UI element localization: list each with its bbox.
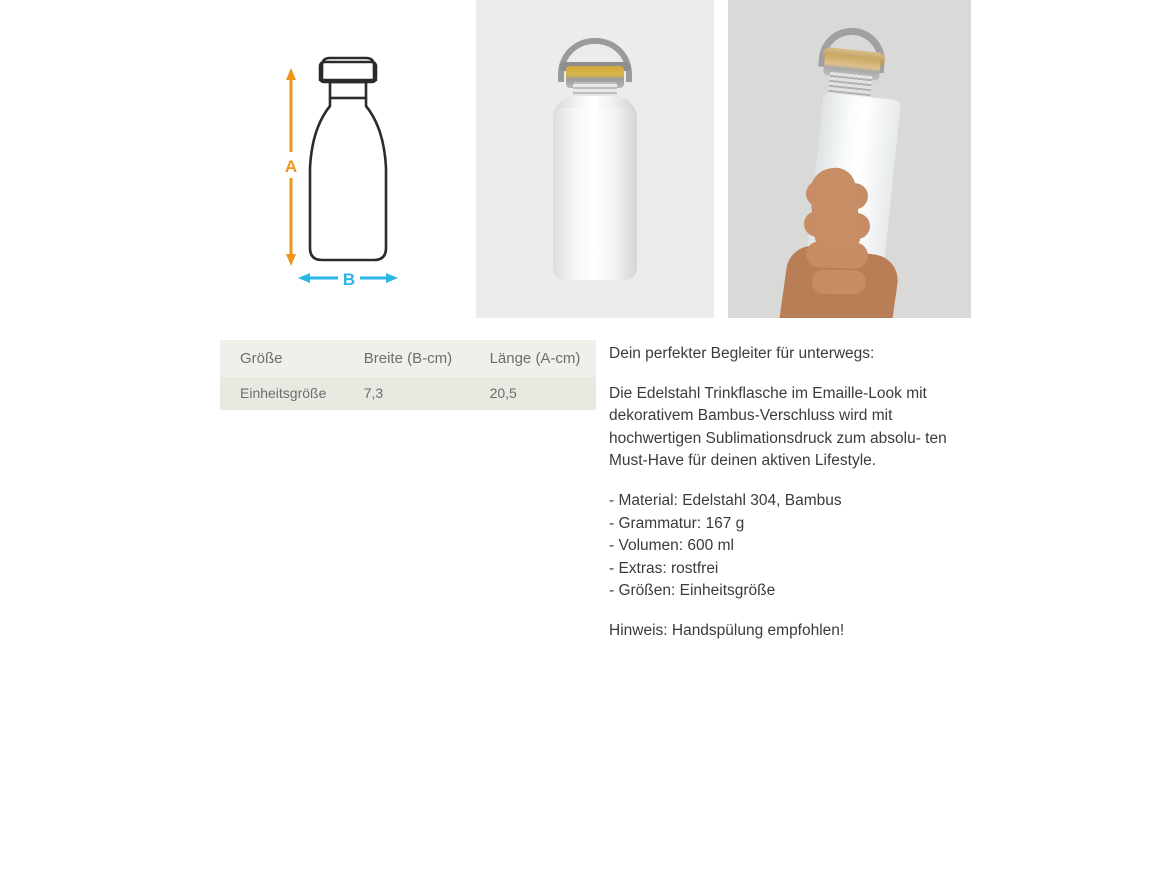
product-description [609, 343, 969, 643]
table-row [220, 377, 596, 410]
description-body: Die Edelstahl Trinkflasche im Emaille-Look mit dekorativem Bambus-Verschluss wird mit hochwertigen Sublimationsdruck zum absolu- ten Must-Have für deinen aktiven Lifestyle. [609, 384, 947, 470]
spec-item-material: - Material: Edelstahl 304, Bambus [609, 491, 842, 509]
spec-list [609, 490, 969, 603]
diagram-label-a: A [284, 157, 298, 176]
spec-item-weight: - Grammatur: 167 g [609, 514, 745, 532]
table-header-width: Breite (B-cm) [342, 340, 468, 377]
description-note: Hinweis: Handspülung empfohlen! [609, 621, 845, 639]
spec-item-volume: - Volumen: 600 ml [609, 537, 734, 555]
cell-size: Einheitsgröße [220, 377, 342, 410]
table-header-length: Länge (A-cm) [468, 340, 596, 377]
diagram-label-b: B [342, 270, 356, 289]
cell-width: 7,3 [342, 377, 468, 410]
cell-length: 20,5 [468, 377, 596, 410]
thumb-shape [808, 166, 863, 256]
description-spacer [609, 603, 969, 620]
spec-item-sizes: - Größen: Einheitsgröße [609, 582, 776, 600]
bottle-body-shape [553, 108, 637, 280]
spec-item-extras: - Extras: rostfrei [609, 559, 719, 577]
table-header-row [220, 340, 596, 377]
size-diagram [220, 0, 476, 318]
table-header-size: Größe [220, 340, 342, 377]
bottle-in-hand-photo [728, 0, 971, 318]
description-intro: Dein perfekter Begleiter für unterwegs: [609, 345, 875, 362]
size-table [220, 340, 596, 410]
bottle-front-photo [476, 0, 714, 318]
